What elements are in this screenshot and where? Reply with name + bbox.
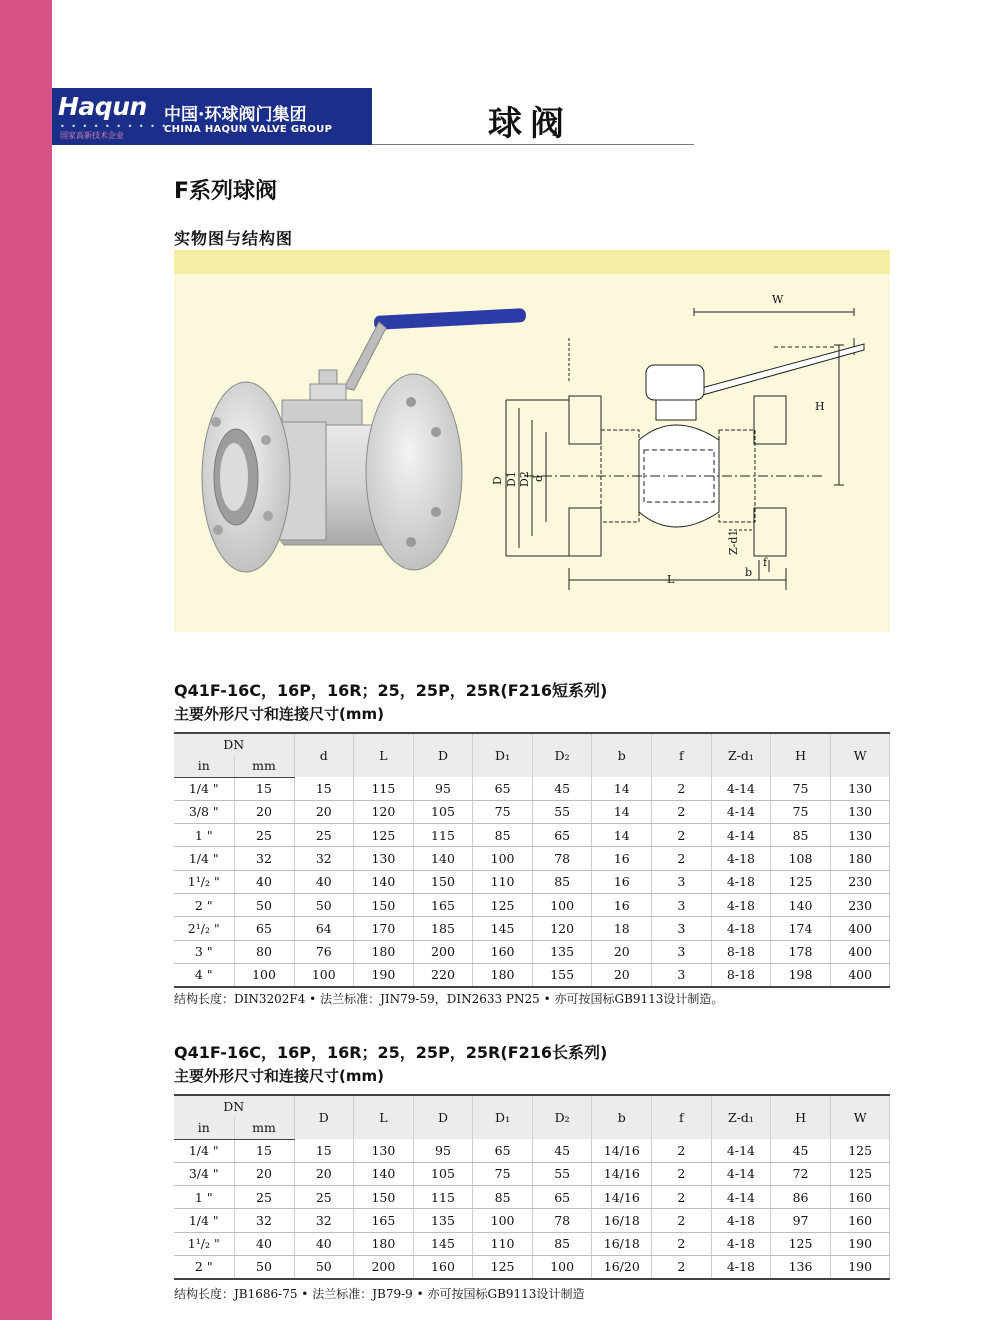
table-cell: 20 — [234, 800, 294, 823]
table-cell: 140 — [354, 1162, 414, 1185]
table-cell: 135 — [532, 940, 592, 963]
table-row — [174, 1162, 890, 1185]
table-cell: 75 — [771, 800, 831, 823]
table-cell: 125 — [771, 870, 831, 893]
table2-note: 结构长度：JB1686-75 • 法兰标准：JB79-9 • 亦可按国标GB9113设计制造 — [174, 1287, 585, 1301]
table-cell: 65 — [532, 1186, 592, 1209]
page-title: 球阀 — [488, 104, 572, 144]
table1-head-mm: mm — [234, 755, 294, 777]
table-cell: 2 — [652, 1255, 712, 1278]
handle-lever — [344, 322, 386, 390]
table-cell: 16 — [592, 847, 652, 870]
valve-figure — [174, 250, 890, 632]
table-cell: 78 — [532, 1209, 592, 1232]
series-title: F系列球阀 — [174, 179, 278, 204]
company-name-cn: 中国·环球阀门集团 — [164, 105, 307, 125]
table-cell: 64 — [294, 917, 354, 940]
table1-col-header: D₂ — [532, 733, 592, 777]
table-cell: 32 — [294, 847, 354, 870]
table-cell: 14 — [592, 800, 652, 823]
table-cell: 8-18 — [711, 963, 771, 986]
table-cell: 3 — [652, 917, 712, 940]
table-cell: 85 — [532, 870, 592, 893]
table-cell: 150 — [413, 870, 473, 893]
dim-label-zd1: Z-d1 — [727, 529, 740, 555]
table-cell: 190 — [830, 1232, 890, 1255]
table-cell: 178 — [771, 940, 831, 963]
table-cell: 8-18 — [711, 940, 771, 963]
table-cell: 14 — [592, 777, 652, 800]
table-cell: 4-18 — [711, 1232, 771, 1255]
table-cell: 4-18 — [711, 893, 771, 916]
table-cell: 78 — [532, 847, 592, 870]
table-cell: 45 — [532, 777, 592, 800]
table-cell: 85 — [473, 824, 533, 847]
table-cell: 198 — [771, 963, 831, 986]
dim-label-w: W — [772, 293, 784, 306]
table-cell: 108 — [771, 847, 831, 870]
table-cell: 190 — [354, 963, 414, 986]
table-row — [174, 870, 890, 893]
logo-tagline: 国家高新技术企业 — [60, 131, 124, 140]
table-cell: 2 " — [174, 893, 234, 916]
table-cell: 110 — [473, 1232, 533, 1255]
table2-heading — [174, 1040, 607, 1086]
table-cell: 97 — [771, 1209, 831, 1232]
table-row — [174, 800, 890, 823]
table-cell: 160 — [473, 940, 533, 963]
table-cell: 85 — [771, 824, 831, 847]
dim-label-b: b — [745, 566, 753, 579]
table1-col-header: D — [413, 733, 473, 777]
table-cell: 100 — [473, 847, 533, 870]
table-cell: 100 — [532, 893, 592, 916]
table-cell: 25 — [234, 1186, 294, 1209]
table-cell: 20 — [234, 1162, 294, 1185]
table-cell: 2 — [652, 1186, 712, 1209]
table-cell: 400 — [830, 963, 890, 986]
table-cell: 120 — [532, 917, 592, 940]
table-cell: 174 — [771, 917, 831, 940]
table-cell: 4 " — [174, 963, 234, 986]
brand-logo: Haqun — [58, 92, 147, 121]
table-cell: 2 — [652, 1232, 712, 1255]
table-row — [174, 1255, 890, 1278]
table-cell: 105 — [413, 1162, 473, 1185]
table-cell: 40 — [294, 1232, 354, 1255]
table-cell: 40 — [294, 870, 354, 893]
table-cell: 100 — [294, 963, 354, 986]
table-cell: 32 — [234, 847, 294, 870]
table-row — [174, 1209, 890, 1232]
table1-subtitle: 主要外形尺寸和连接尺寸(mm) — [174, 705, 384, 723]
table-cell: 2 — [652, 824, 712, 847]
table-cell: 20 — [294, 1162, 354, 1185]
table-cell: 125 — [473, 1255, 533, 1278]
table-cell: 135 — [413, 1209, 473, 1232]
table-cell: 2 — [652, 1209, 712, 1232]
table1-dimensions — [174, 732, 890, 988]
table-cell: 150 — [354, 893, 414, 916]
table-cell: 76 — [294, 940, 354, 963]
table-cell: 130 — [354, 1139, 414, 1162]
table-cell: 140 — [771, 893, 831, 916]
table-cell: 2 — [652, 777, 712, 800]
product-figure-panel — [174, 250, 890, 632]
company-logo-banner — [52, 88, 372, 145]
table-row — [174, 1232, 890, 1255]
dim-label-h: H — [815, 400, 825, 413]
table-cell: 4-14 — [711, 824, 771, 847]
table-cell: 130 — [830, 800, 890, 823]
table-cell: 136 — [771, 1255, 831, 1278]
table-cell: 160 — [830, 1186, 890, 1209]
table-cell: 185 — [413, 917, 473, 940]
table-cell: 2¹/₂ " — [174, 917, 234, 940]
table-cell: 155 — [532, 963, 592, 986]
table2-col-header: D₂ — [532, 1095, 592, 1139]
table-cell: 3/8 " — [174, 800, 234, 823]
table2-model: Q41F-16C，16P，16R；25，25P，25R(F216长系列) — [174, 1043, 608, 1062]
table-cell: 65 — [473, 1139, 533, 1162]
table-cell: 75 — [771, 777, 831, 800]
table-cell: 40 — [234, 870, 294, 893]
table-cell: 15 — [294, 1139, 354, 1162]
table-cell: 100 — [532, 1255, 592, 1278]
figure-label: 实物图与结构图 — [174, 229, 294, 248]
table-cell: 180 — [354, 940, 414, 963]
table1-head-in: in — [174, 755, 234, 777]
table1-col-header: b — [592, 733, 652, 777]
table-cell: 140 — [354, 870, 414, 893]
table-cell: 50 — [234, 893, 294, 916]
table-cell: 20 — [294, 800, 354, 823]
table1-col-header: d — [294, 733, 354, 777]
table-cell: 95 — [413, 777, 473, 800]
table-cell: 400 — [830, 917, 890, 940]
table-cell: 125 — [473, 893, 533, 916]
table2-col-header: D — [413, 1095, 473, 1139]
table-cell: 115 — [413, 1186, 473, 1209]
table-cell: 85 — [473, 1186, 533, 1209]
table-cell: 4-14 — [711, 777, 771, 800]
table-cell: 2 — [652, 847, 712, 870]
table1-note: 结构长度：DIN3202F4 • 法兰标准：JIN79-59，DIN2633 PN25 • 亦可按国标GB9113设计制造。 — [174, 992, 724, 1006]
table-cell: 145 — [473, 917, 533, 940]
table1-heading — [174, 678, 607, 724]
handle-grip — [374, 308, 527, 330]
table1-col-header: Z-d₁ — [711, 733, 771, 777]
table-cell: 4-14 — [711, 1139, 771, 1162]
table-cell: 55 — [532, 1162, 592, 1185]
table-cell: 65 — [234, 917, 294, 940]
table-cell: 75 — [473, 800, 533, 823]
table-cell: 120 — [354, 800, 414, 823]
table-cell: 165 — [413, 893, 473, 916]
table-cell: 1 " — [174, 824, 234, 847]
table-cell: 200 — [413, 940, 473, 963]
table-cell: 14/16 — [592, 1162, 652, 1185]
table-cell: 100 — [473, 1209, 533, 1232]
side-color-band — [0, 0, 52, 1320]
table-cell: 130 — [830, 824, 890, 847]
table-cell: 3 — [652, 963, 712, 986]
table-cell: 125 — [830, 1162, 890, 1185]
table-cell: 14/16 — [592, 1139, 652, 1162]
dim-label-d1: D1 — [505, 471, 518, 487]
table-row — [174, 940, 890, 963]
table-cell: 20 — [592, 963, 652, 986]
table-row — [174, 847, 890, 870]
table-cell: 105 — [413, 800, 473, 823]
table-cell: 50 — [294, 893, 354, 916]
table-cell: 16 — [592, 870, 652, 893]
table-cell: 14/16 — [592, 1186, 652, 1209]
table-cell: 75 — [473, 1162, 533, 1185]
table-cell: 3/4 " — [174, 1162, 234, 1185]
table-row — [174, 824, 890, 847]
table2-head-in: in — [174, 1117, 234, 1139]
dim-label-f: f — [763, 556, 768, 569]
table-cell: 180 — [830, 847, 890, 870]
table-cell: 50 — [294, 1255, 354, 1278]
table1-model: Q41F-16C，16P，16R；25，25P，25R(F216短系列) — [174, 681, 608, 700]
dim-label-d-outer: D — [491, 476, 504, 485]
table-cell: 2 " — [174, 1255, 234, 1278]
table1-head-dn: DN — [174, 733, 294, 755]
table-cell: 80 — [234, 940, 294, 963]
table-cell: 3 " — [174, 940, 234, 963]
table-cell: 3 — [652, 940, 712, 963]
table-cell: 180 — [473, 963, 533, 986]
table-cell: 125 — [830, 1139, 890, 1162]
table-cell: 14 — [592, 824, 652, 847]
table-cell: 45 — [532, 1139, 592, 1162]
table-cell: 85 — [532, 1232, 592, 1255]
table-cell: 50 — [234, 1255, 294, 1278]
table-cell: 65 — [532, 824, 592, 847]
table-cell: 25 — [234, 824, 294, 847]
table-cell: 40 — [234, 1232, 294, 1255]
table2-col-header: W — [830, 1095, 890, 1139]
table-cell: 1/4 " — [174, 847, 234, 870]
table2-col-header: L — [354, 1095, 414, 1139]
table-row — [174, 1139, 890, 1162]
table-cell: 230 — [830, 870, 890, 893]
table2-head-dn: DN — [174, 1095, 294, 1117]
table-cell: 4-18 — [711, 917, 771, 940]
company-name-en: CHINA HAQUN VALVE GROUP — [164, 124, 333, 135]
table1-col-header: H — [771, 733, 831, 777]
table-cell: 4-18 — [711, 1209, 771, 1232]
table-cell: 180 — [354, 1232, 414, 1255]
table-cell: 95 — [413, 1139, 473, 1162]
table-cell: 16/18 — [592, 1232, 652, 1255]
table-cell: 15 — [234, 1139, 294, 1162]
table2-col-header: f — [652, 1095, 712, 1139]
table2-col-header: Z-d₁ — [711, 1095, 771, 1139]
logo-dots: • • • • • • • • • • — [60, 122, 169, 131]
table-cell: 1/4 " — [174, 1209, 234, 1232]
table-cell: 25 — [294, 1186, 354, 1209]
table-cell: 125 — [354, 824, 414, 847]
table-cell: 1¹/₂ " — [174, 870, 234, 893]
table-cell: 145 — [413, 1232, 473, 1255]
table2-col-header: b — [592, 1095, 652, 1139]
table-cell: 4-18 — [711, 847, 771, 870]
table-cell: 160 — [413, 1255, 473, 1278]
table-cell: 15 — [294, 777, 354, 800]
table-cell: 4-14 — [711, 1162, 771, 1185]
table-cell: 150 — [354, 1186, 414, 1209]
table-cell: 16/18 — [592, 1209, 652, 1232]
dim-label-d: d — [532, 474, 545, 482]
table-cell: 16 — [592, 893, 652, 916]
dim-label-d2: D2 — [518, 471, 531, 487]
table1-col-header: L — [354, 733, 414, 777]
table-cell: 140 — [413, 847, 473, 870]
table-cell: 115 — [354, 777, 414, 800]
table-cell: 20 — [592, 940, 652, 963]
table2-col-header: D₁ — [473, 1095, 533, 1139]
table-cell: 86 — [771, 1186, 831, 1209]
table-row — [174, 917, 890, 940]
table-cell: 115 — [413, 824, 473, 847]
table1-col-header: W — [830, 733, 890, 777]
valve-photo — [202, 308, 526, 572]
table-cell: 200 — [354, 1255, 414, 1278]
table-cell: 16/20 — [592, 1255, 652, 1278]
table-cell: 55 — [532, 800, 592, 823]
table-cell: 4-18 — [711, 1255, 771, 1278]
table-cell: 220 — [413, 963, 473, 986]
table-cell: 15 — [234, 777, 294, 800]
table-cell: 4-18 — [711, 870, 771, 893]
table-row — [174, 777, 890, 800]
table-row — [174, 893, 890, 916]
table-cell: 65 — [473, 777, 533, 800]
table-cell: 2 — [652, 1162, 712, 1185]
table-cell: 1/4 " — [174, 1139, 234, 1162]
table-cell: 1/4 " — [174, 777, 234, 800]
table-cell: 130 — [830, 777, 890, 800]
table1-col-header: f — [652, 733, 712, 777]
table-cell: 400 — [830, 940, 890, 963]
table-cell: 3 — [652, 870, 712, 893]
table-cell: 25 — [294, 824, 354, 847]
table-cell: 165 — [354, 1209, 414, 1232]
table-row — [174, 963, 890, 986]
structure-drawing — [506, 308, 864, 590]
table-cell: 4-14 — [711, 800, 771, 823]
table-cell: 170 — [354, 917, 414, 940]
table-cell: 110 — [473, 870, 533, 893]
table-cell: 3 — [652, 893, 712, 916]
table-row — [174, 1186, 890, 1209]
table-cell: 190 — [830, 1255, 890, 1278]
table2-col-header: D — [294, 1095, 354, 1139]
table2-col-header: H — [771, 1095, 831, 1139]
table-cell: 230 — [830, 893, 890, 916]
table-cell: 130 — [354, 847, 414, 870]
table-cell: 1 " — [174, 1186, 234, 1209]
table2-head-mm: mm — [234, 1117, 294, 1139]
table-cell: 72 — [771, 1162, 831, 1185]
table-cell: 100 — [234, 963, 294, 986]
table-cell: 125 — [771, 1232, 831, 1255]
dim-label-l: L — [667, 573, 675, 586]
table2-dimensions — [174, 1094, 890, 1280]
table-cell: 32 — [234, 1209, 294, 1232]
table-cell: 160 — [830, 1209, 890, 1232]
table-cell: 2 — [652, 1139, 712, 1162]
table-cell: 1¹/₂ " — [174, 1232, 234, 1255]
table1-col-header: D₁ — [473, 733, 533, 777]
table-cell: 2 — [652, 800, 712, 823]
table-cell: 18 — [592, 917, 652, 940]
table-cell: 4-14 — [711, 1186, 771, 1209]
table-cell: 32 — [294, 1209, 354, 1232]
table2-subtitle: 主要外形尺寸和连接尺寸(mm) — [174, 1067, 384, 1085]
table-cell: 45 — [771, 1139, 831, 1162]
